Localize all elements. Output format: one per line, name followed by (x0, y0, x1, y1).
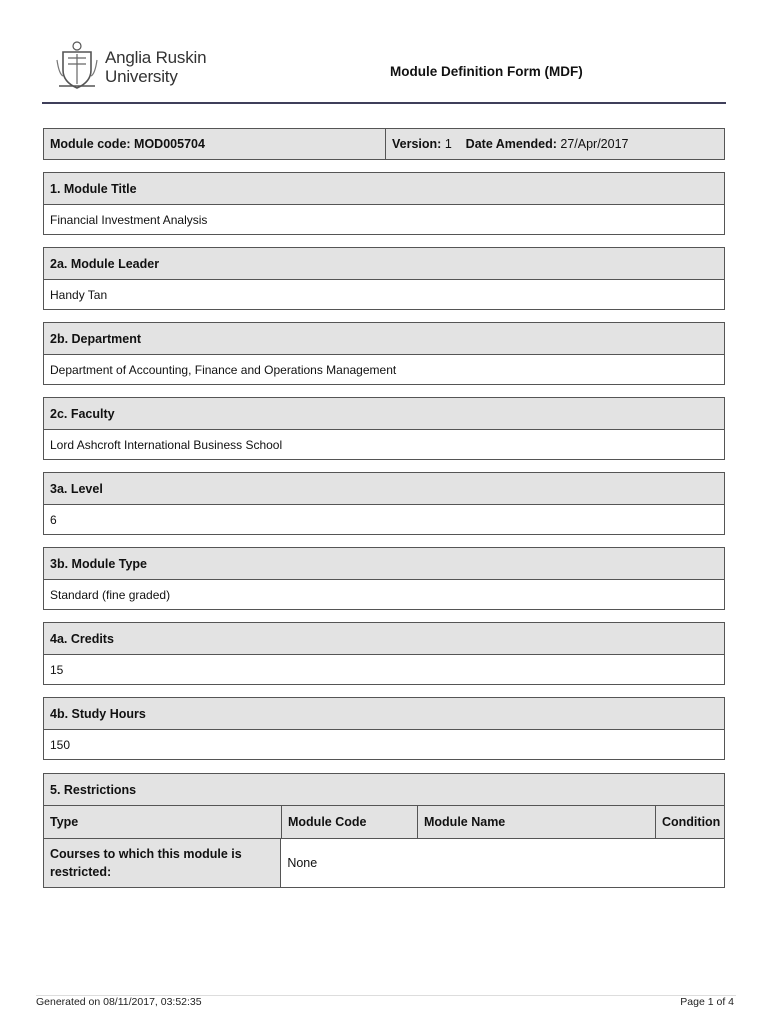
university-name-line1: Anglia Ruskin (105, 48, 207, 67)
header-divider (42, 102, 726, 104)
section-label: 2a. Module Leader (44, 248, 724, 279)
section-label: 2b. Department (44, 323, 724, 354)
section-module-leader (43, 247, 725, 310)
section-label: 3b. Module Type (44, 548, 724, 579)
version-date-cell (386, 129, 724, 159)
module-code-row (43, 128, 725, 160)
section-value: Financial Investment Analysis (44, 204, 724, 234)
section-value: Standard (fine graded) (44, 579, 724, 609)
column-header-condition: Condition (662, 815, 721, 829)
crest-icon (55, 40, 99, 90)
section-label: 5. Restrictions (44, 774, 724, 805)
section-value: 150 (44, 729, 724, 759)
generated-timestamp: Generated on 08/11/2017, 03:52:35 (36, 996, 202, 1008)
section-value: Department of Accounting, Finance and Operations Management (44, 354, 724, 384)
version-label: Version: (392, 137, 442, 151)
page-number: Page 1 of 4 (680, 996, 734, 1008)
module-code-value: MOD005704 (134, 137, 205, 151)
section-credits (43, 622, 725, 685)
section-label: 4a. Credits (44, 623, 724, 654)
column-header-module-code: Module Code (282, 806, 418, 838)
section-module-title (43, 172, 725, 235)
section-value: Handy Tan (44, 279, 724, 309)
section-restrictions (43, 773, 725, 888)
university-logo (55, 40, 215, 90)
section-department (43, 322, 725, 385)
form-title: Module Definition Form (MDF) (390, 64, 583, 79)
date-amended-value: 27/Apr/2017 (560, 137, 629, 151)
module-code-label: Module code: (50, 137, 131, 151)
section-value: 15 (44, 654, 724, 684)
restriction-value-cell: None (287, 856, 318, 870)
section-label: 3a. Level (44, 473, 724, 504)
column-header-type: Type (44, 806, 282, 838)
section-level (43, 472, 725, 535)
column-header-module-name: Module Name (418, 806, 656, 838)
restrictions-header-row (44, 805, 724, 838)
restriction-type-line1: Courses to which this module is (50, 847, 242, 861)
restriction-type-cell (44, 839, 281, 887)
module-code-cell (44, 129, 386, 159)
university-name-line2: University (105, 67, 178, 86)
section-study-hours (43, 697, 725, 760)
version-value: 1 (444, 137, 452, 151)
section-label: 4b. Study Hours (44, 698, 724, 729)
restriction-type-line2: restricted: (50, 865, 112, 879)
section-faculty (43, 397, 725, 460)
table-row (44, 838, 724, 887)
section-label: 1. Module Title (44, 173, 724, 204)
section-module-type (43, 547, 725, 610)
university-name (105, 48, 206, 86)
section-label: 2c. Faculty (44, 398, 724, 429)
section-value: 6 (44, 504, 724, 534)
date-amended-label: Date Amended: (465, 137, 557, 151)
section-value: Lord Ashcroft International Business School (44, 429, 724, 459)
